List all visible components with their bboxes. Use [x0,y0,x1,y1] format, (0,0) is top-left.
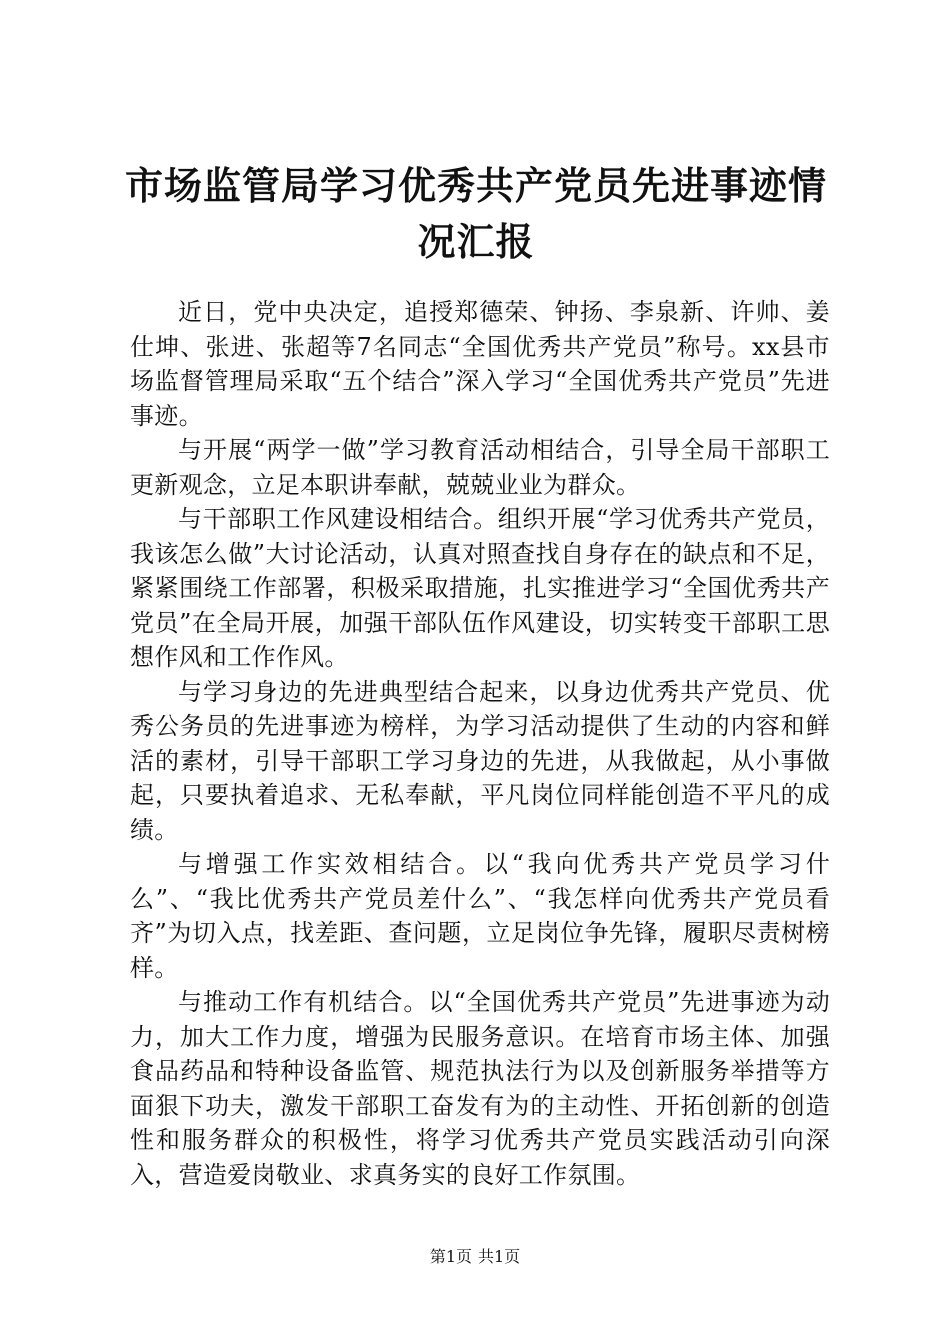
paragraph: 与推动工作有机结合。以“全国优秀共产党员”先进事迹为动力，加大工作力度，增强为民服务意识。在培育市场主体、加强食品药品和特种设备监管、规范执法行为以及创新服务举措等方面狠下功夫，激发干部职工奋发有为的主动性、开拓创新的创造性和服务群众的积极性，将学习优秀共产党员实践活动引向深入，营造爱岗敬业、求真务实的良好工作氛围。 [130,988,830,1189]
document-body [130,295,830,1192]
paragraph: 与增强工作实效相结合。以“我向优秀共产党员学习什么”、“我比优秀共产党员差什么”、“我怎样向优秀共产党员看齐”为切入点，找差距、查问题，立足岗位争先锋，履职尽责树榜样。 [130,850,830,982]
paragraph: 与开展“两学一做”学习教育活动相结合，引导全局干部职工更新观念，立足本职讲奉献，兢兢业业为群众。 [130,436,830,499]
page-footer [0,1244,950,1267]
paragraph: 与学习身边的先进典型结合起来，以身边优秀共产党员、优秀公务员的先进事迹为榜样，为学习活动提供了生动的内容和鲜活的素材，引导干部职工学习身边的先进，从我做起，从小事做起，只要执着追求、无私奉献，平凡岗位同样能创造不平凡的成绩。 [130,677,830,844]
document-title: 市场监管局学习优秀共产党员先进事迹情况汇报 [124,163,827,264]
page-total: 共1页 [478,1247,521,1266]
paragraph: 近日，党中央决定，追授郑德荣、钟扬、李泉新、许帅、姜仕坤、张进、张超等7名同志“全国优秀共产党员”称号。xx县市场监督管理局采取“五个结合”深入学习“全国优秀共产党员”先进事迹。 [130,298,830,430]
paragraph: 与干部职工作风建设相结合。组织开展“学习优秀共产党员，我该怎么做”大讨论活动，认真对照查找自身存在的缺点和不足，紧紧围绕工作部署，积极采取措施，扎实推进学习“全国优秀共产党员”在全局开展，加强干部队伍作风建设，切实转变干部职工思想作风和工作作风。 [130,505,830,671]
page-number: 第1页 [429,1247,472,1266]
